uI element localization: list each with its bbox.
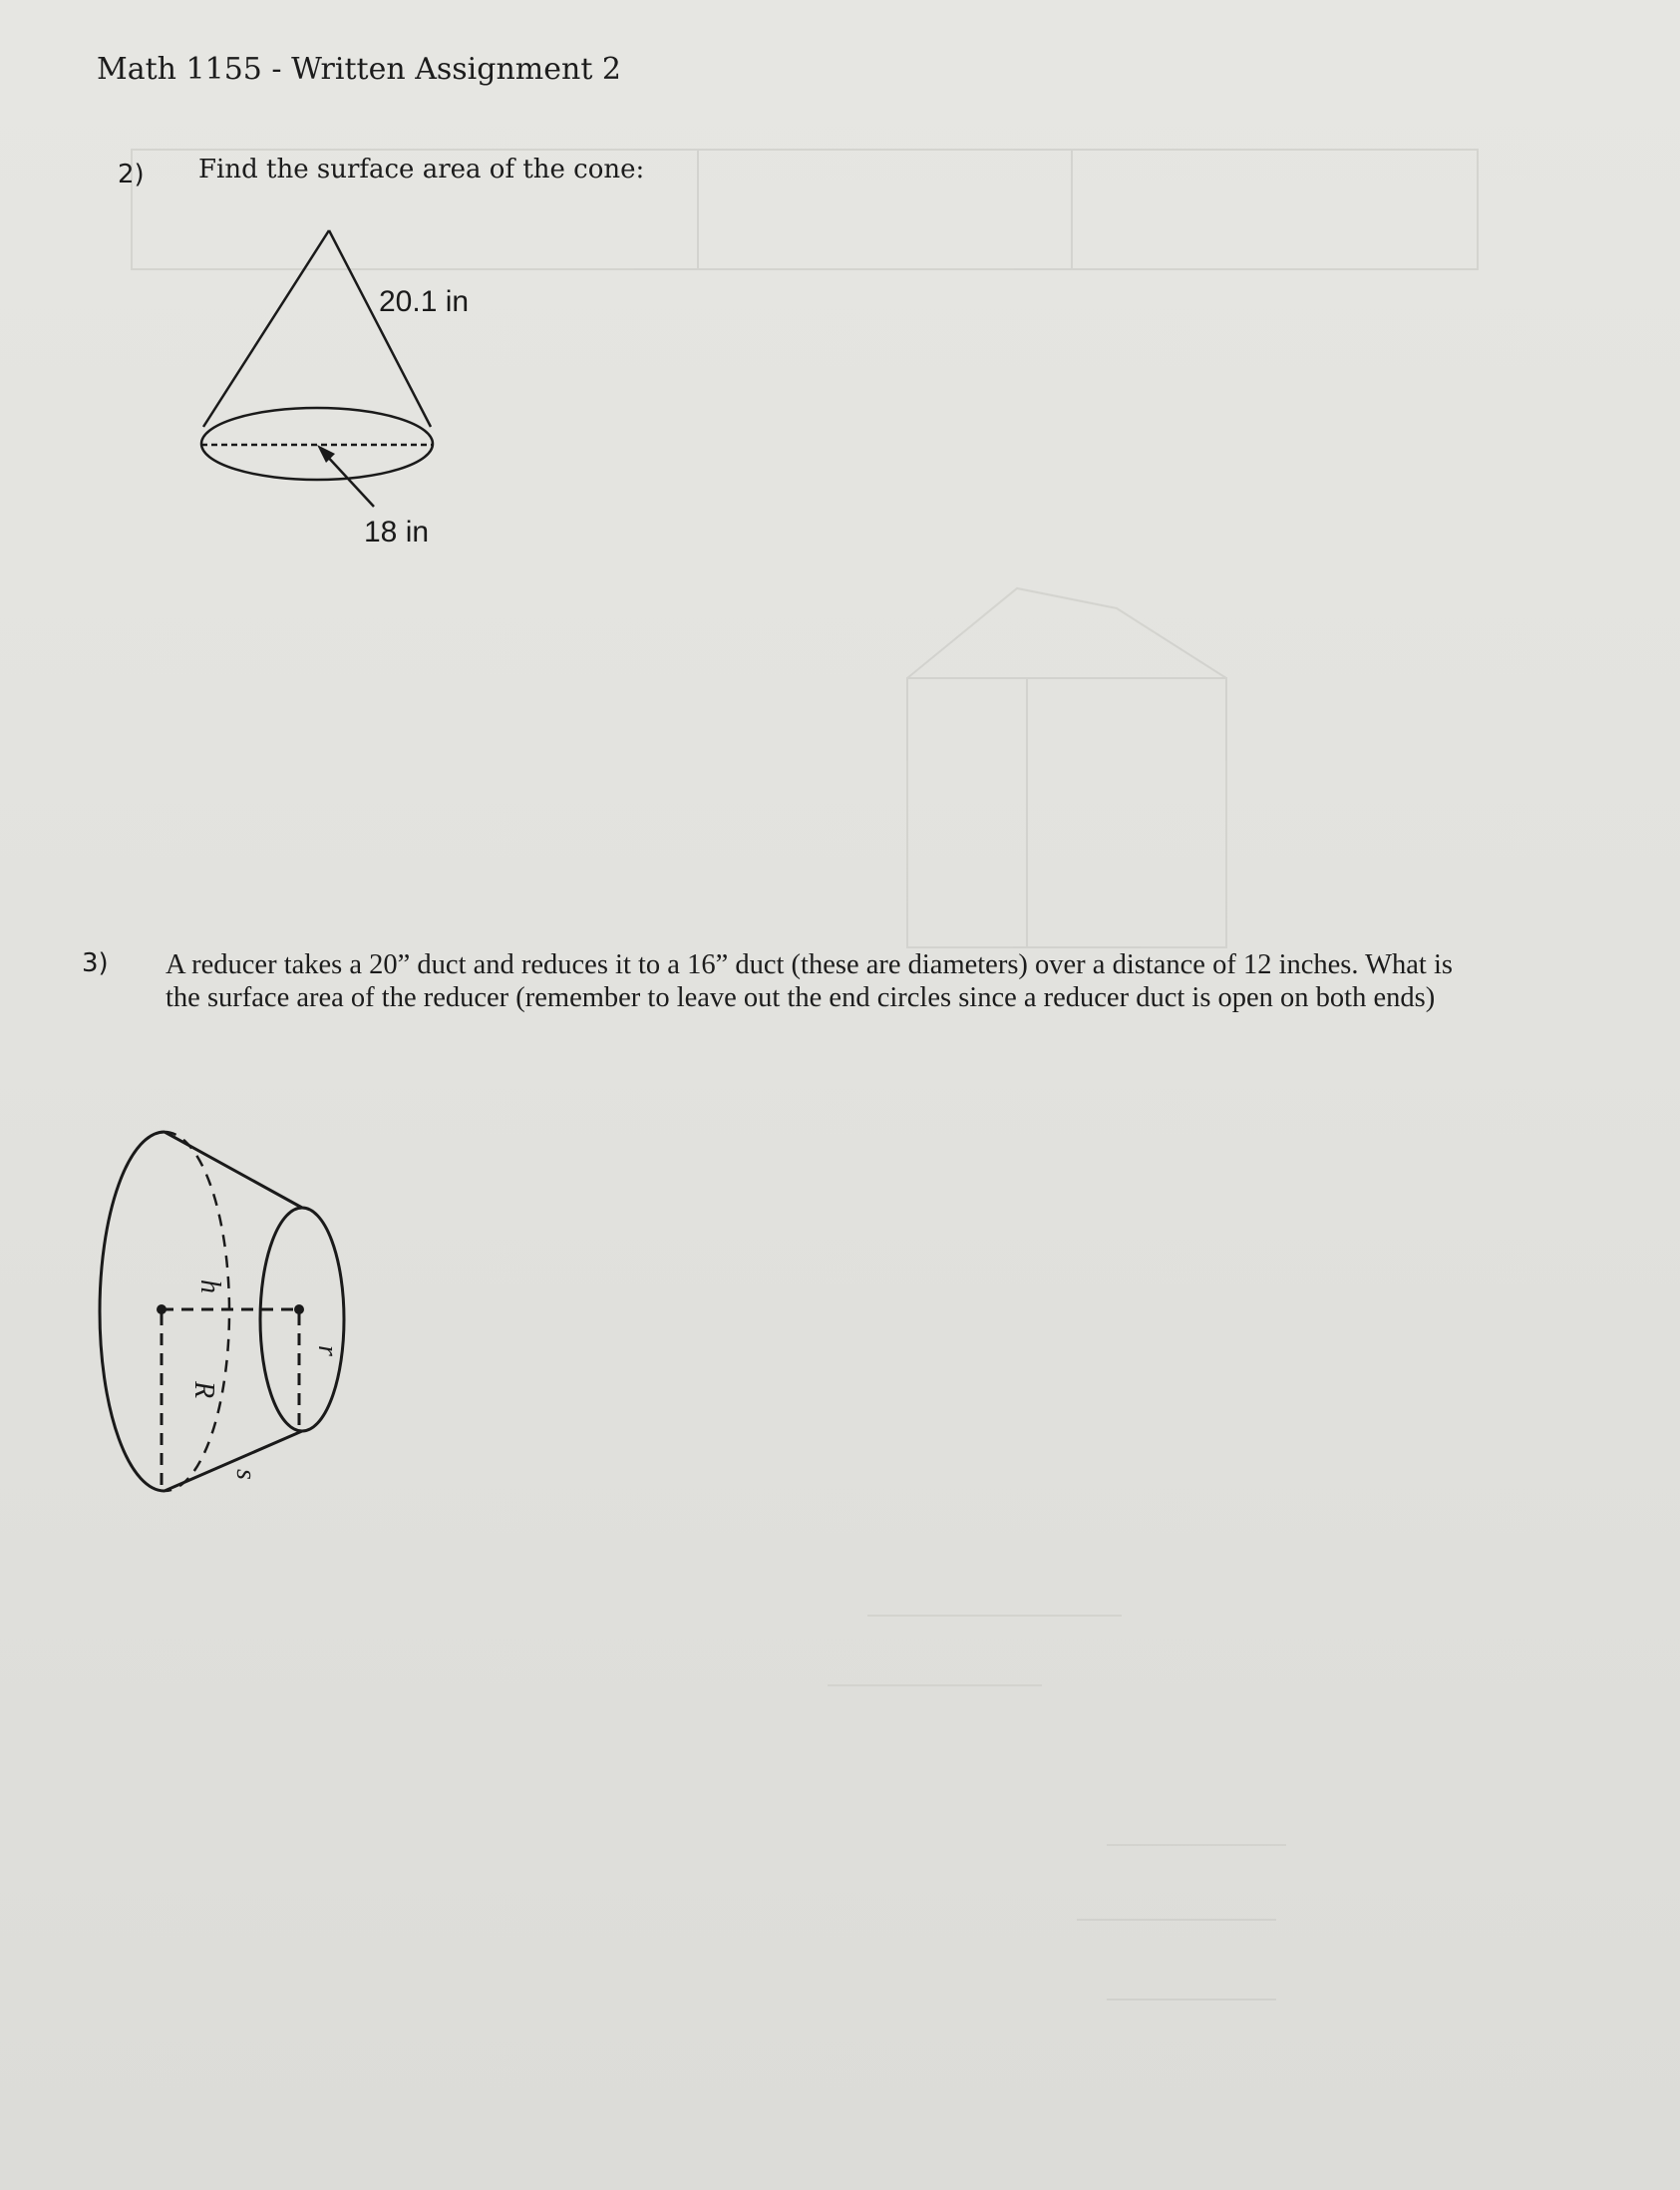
- question-2-text: Find the surface area of the cone:: [198, 155, 645, 184]
- document-title: Math 1155 - Written Assignment 2: [97, 52, 621, 87]
- cone-right-side: [329, 230, 431, 427]
- frustum-top-edge: [165, 1132, 302, 1208]
- cone-left-side: [203, 230, 329, 427]
- cone-figure: [189, 224, 489, 553]
- question-3-text: A reducer takes a 20” duct and reduces it to a 16” duct (these are diameters) over a distance of 12 inches. What is the surface area of the reducer (remember to leave out the end circles since a reducer duct is open on both ends): [166, 949, 1453, 1013]
- cone-slant-label: 20.1 in: [379, 285, 470, 318]
- small-end-center-dot: [294, 1304, 304, 1314]
- slant-label: s: [230, 1469, 261, 1480]
- cone-diameter-label: 18 in: [364, 516, 430, 548]
- large-radius-label: R: [188, 1381, 219, 1399]
- reducer-frustum-figure: [90, 1122, 359, 1511]
- large-end-back-arc: [165, 1132, 229, 1491]
- frustum-bottom-edge: [165, 1431, 302, 1491]
- large-end-front-arc: [100, 1132, 165, 1491]
- height-label: h: [194, 1279, 225, 1293]
- question-2-number: 2): [118, 160, 145, 189]
- large-end-center-dot: [157, 1304, 167, 1314]
- question-3-number: 3): [82, 948, 109, 978]
- small-radius-label: r: [312, 1345, 343, 1356]
- small-end-ellipse: [260, 1208, 344, 1431]
